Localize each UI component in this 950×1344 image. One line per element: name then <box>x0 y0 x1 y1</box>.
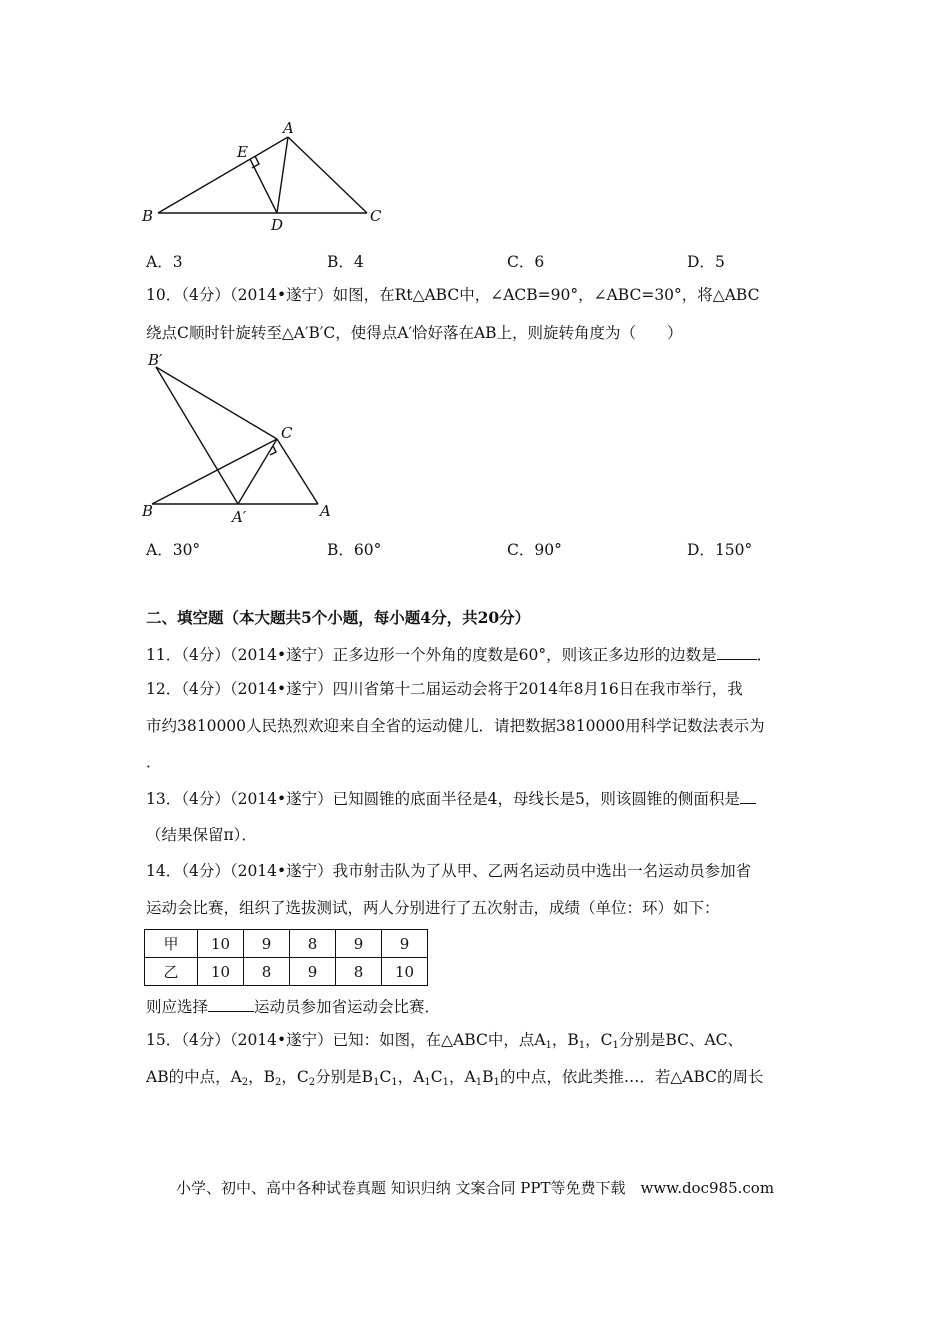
q9-point-c: C <box>370 207 382 225</box>
q14-row-2-score-2: 8 <box>244 958 290 986</box>
q14-after-table <box>146 996 440 1017</box>
q14-row-2-score-3: 9 <box>290 958 336 986</box>
q14-row-1-score-4: 9 <box>336 930 382 958</box>
q10-line-2: 绕点C顺时针旋转至△A′B′C，使得点A′恰好落在AB上，则旋转角度为（ ） <box>146 324 683 342</box>
q13-line-1 <box>146 788 756 809</box>
table-row <box>145 958 428 986</box>
q9-option-a: A．3 <box>146 253 183 271</box>
q12-line-1: 12．（4分）（2014•遂宁）四川省第十二届运动会将于2014年8月16日在我市举行，我 <box>146 680 743 698</box>
q9-point-d: D <box>271 216 284 234</box>
q10-point-a-prime: A′ <box>232 508 247 526</box>
q14-after-pre: 则应选择 <box>146 998 209 1016</box>
page-footer: 小学、初中、高中各种试卷真题 知识归纳 文案合同 PPT等免费下载 www.doc985.com <box>175 1179 775 1197</box>
q14-score-table <box>144 929 428 986</box>
q10-options <box>146 540 846 560</box>
q14-row-2-score-4: 8 <box>336 958 382 986</box>
q10-option-c: C．90° <box>507 541 562 559</box>
q14-row-1-name: 甲 <box>145 930 198 958</box>
q12-line-2: 市约3810000人民热烈欢迎来自全省的运动健儿．请把数据3810000用科学记数法表示为 <box>146 717 765 735</box>
q9-point-b: B <box>142 207 154 225</box>
table-row <box>145 930 428 958</box>
q10-point-a: A <box>320 502 331 520</box>
q9-point-a: A <box>283 119 294 137</box>
q9-options <box>146 252 846 272</box>
section-2-title: 二、填空题（本大题共5个小题，每小题4分，共20分） <box>146 608 531 627</box>
q9-option-d: D．5 <box>687 253 725 271</box>
q14-row-1-score-2: 9 <box>244 930 290 958</box>
q9-point-e: E <box>237 143 248 161</box>
q11-line <box>146 644 772 665</box>
q14-row-2-name: 乙 <box>145 958 198 986</box>
q10-figure <box>130 350 350 530</box>
q9-figure <box>130 115 390 240</box>
q11-end: ． <box>756 646 773 664</box>
q9-option-b: B．4 <box>327 253 364 271</box>
q14-row-1-score-1: 10 <box>198 930 244 958</box>
q14-row-1-score-3: 8 <box>290 930 336 958</box>
q13-answer-blank <box>740 788 756 804</box>
q14-row-2-score-5: 10 <box>382 958 428 986</box>
q14-row-1-score-5: 9 <box>382 930 428 958</box>
q10-point-b: B <box>142 502 154 520</box>
q13-line-2: （结果保留π）． <box>146 826 257 844</box>
q9-option-c: C．6 <box>507 253 545 271</box>
q10-point-b-prime: B′ <box>148 351 163 369</box>
q13-text: 13．（4分）（2014•遂宁）已知圆锥的底面半径是4，母线长是5，则该圆锥的侧面积是 <box>146 790 740 808</box>
q10-option-a: A．30° <box>146 541 201 559</box>
q11-text: 11．（4分）（2014•遂宁）正多边形一个外角的度数是60°，则该正多边形的边数是 <box>146 646 717 664</box>
q14-answer-blank <box>208 996 254 1012</box>
q14-line-1: 14．（4分）（2014•遂宁）我市射击队为了从甲、乙两名运动员中选出一名运动员参加省 <box>146 862 752 880</box>
q14-row-2-score-1: 10 <box>198 958 244 986</box>
q10-option-b: B．60° <box>327 541 382 559</box>
q11-answer-blank <box>717 644 757 660</box>
q10-line-1: 10．（4分）（2014•遂宁）如图，在Rt△ABC中，∠ACB=90°，∠ABC=30°，将△ABC <box>146 286 760 304</box>
q12-line-3: ． <box>146 753 162 771</box>
q14-line-2: 运动会比赛，组织了选拔测试，两人分别进行了五次射击，成绩（单位：环）如下： <box>146 899 720 917</box>
q10-point-c: C <box>281 424 293 442</box>
q15-line-1: 15．（4分）（2014•遂宁）已知：如图，在△ABC中，点$A_1$，$B_1$，$C_1$分别是BC、AC、 <box>146 1031 744 1051</box>
q14-after-post: 运动员参加省运动会比赛． <box>254 998 441 1016</box>
q15-line-2: AB的中点，$A_2$，$B_2$，$C_2$分别是$B_1C_1$，$A_1C_1$，$A_1B_1$的中点，依此类推…．若△ABC的周长 <box>146 1068 764 1088</box>
q10-option-d: D．150° <box>687 541 753 559</box>
